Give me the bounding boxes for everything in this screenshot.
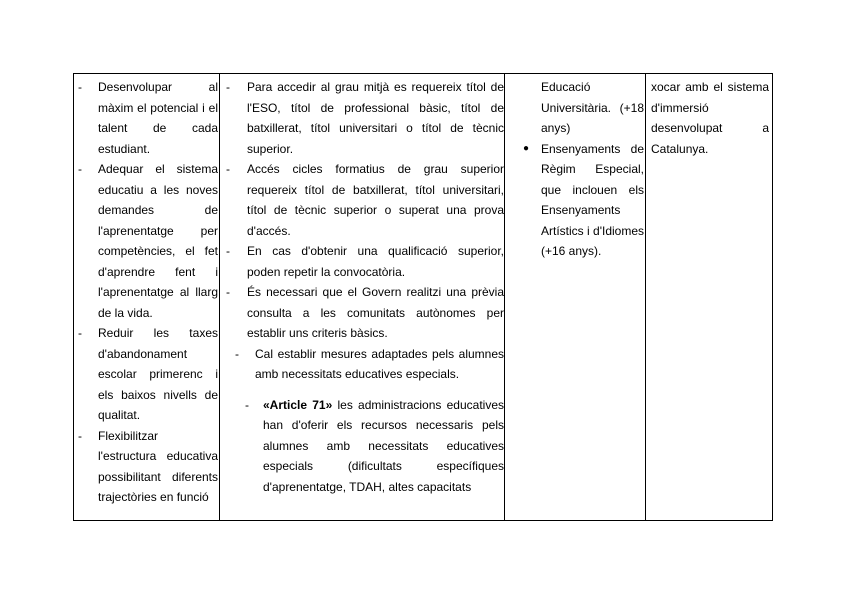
bullet-marker: ●	[523, 142, 530, 154]
list-item-text: És necessari que el Govern realitzi una prèvia consulta a les comunitats autònomes per establir uns criteris bàsics.	[247, 285, 504, 340]
education-types-column	[511, 77, 644, 522]
dash-marker: -	[235, 346, 239, 361]
objectives-column	[78, 77, 218, 522]
list-item-text: Ensenyaments de Règim Especial, que inclouen els Ensenyaments Artístics i d'Idiomes (+16 anys).	[541, 141, 644, 258]
dash-marker: -	[226, 285, 230, 299]
continued-text	[511, 77, 644, 139]
article-text: les administracions educatives han d'oferir els recursos necessaris pels alumnes amb necessitats educatives especials (dificultats específiques d'aprenentatge, TDAH, altes capacitats	[263, 397, 504, 494]
list-item-text: Adequar el sistema educatiu a les noves demandes de l'aprenentatge per competències, el fet d'aprendre fent i l'aprenentatge al llarg de la vida.	[98, 162, 218, 320]
objectives-list	[78, 77, 218, 508]
column-divider	[504, 74, 505, 520]
sub-list-item	[226, 344, 504, 385]
list-item-text: En cas d'obtenir una qualificació superior, poden repetir la convocatòria.	[247, 244, 504, 279]
list-item-text: Cal establir mesures adaptades pels alumnes amb necessitats educatives especials.	[255, 346, 504, 381]
content-table	[73, 73, 773, 521]
list-item	[511, 139, 644, 262]
list-item-text: Accés cicles formatius de grau superior requereix títol de batxillerat, títol universitari, títol de tècnic superior o superat una prova d'accés.	[247, 162, 504, 238]
dash-marker: -	[78, 80, 82, 94]
observations-column	[651, 77, 769, 522]
list-item-text: Desenvolupar al màxim el potencial i el talent de cada estudiant.	[98, 80, 218, 156]
dash-marker: -	[78, 326, 82, 340]
list-item	[78, 426, 218, 508]
column-divider	[645, 74, 646, 520]
dash-marker: -	[226, 162, 230, 176]
dash-marker: -	[78, 162, 82, 176]
dash-marker: -	[226, 244, 230, 258]
list-item-text: Flexibilitzar l'estructura educativa possibilitant diferents trajectòries en funció	[98, 428, 218, 504]
list-item	[78, 323, 218, 426]
dash-marker: -	[226, 80, 230, 94]
list-item	[78, 159, 218, 323]
article-list-item	[226, 395, 504, 498]
observation-text: xocar amb el sistema d'immersió desenvolupat a Catalunya.	[651, 80, 769, 156]
list-item	[78, 77, 218, 159]
list-item-text: Educació Universitària. (+18 anys)	[541, 80, 644, 135]
article-paragraph	[263, 395, 504, 498]
list-item	[226, 159, 504, 241]
list-item	[226, 241, 504, 282]
column-divider	[219, 74, 220, 520]
requirements-list	[226, 77, 504, 497]
dash-marker: -	[245, 397, 249, 412]
article-reference: «Article 71»	[263, 397, 333, 412]
list-item-text: Reduir les taxes d'abandonament escolar primerenc i els baixos nivells de qualitat.	[98, 326, 218, 422]
list-item-text: Para accedir al grau mitjà es requereix títol de l'ESO, títol de professional bàsic, títol de batxillerat, títol universitari o títol de tècnic superior.	[247, 80, 504, 156]
list-item	[226, 77, 504, 159]
dash-marker: -	[78, 428, 82, 443]
access-requirements-column	[226, 77, 504, 522]
list-item	[226, 282, 504, 344]
